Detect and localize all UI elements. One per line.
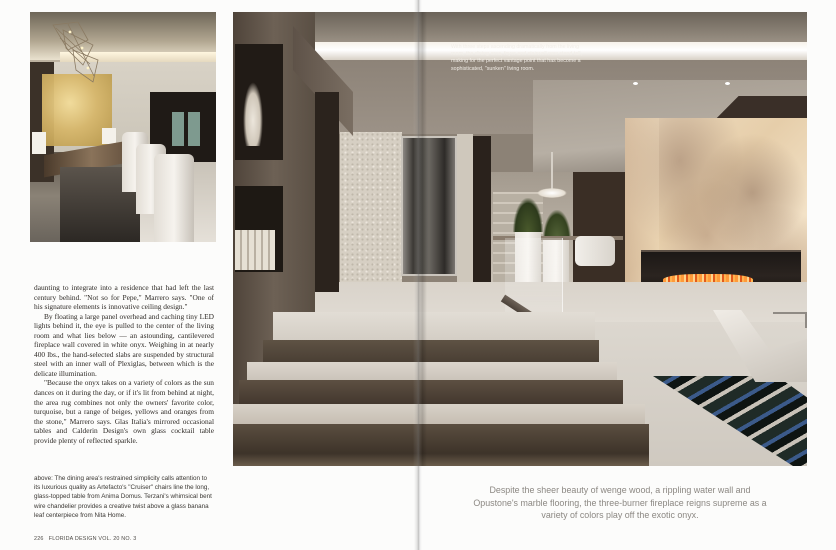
photo-step-tread — [233, 404, 645, 424]
photo-window — [188, 112, 200, 146]
caption-lead: above: — [34, 475, 53, 482]
photo-pendant-light — [537, 188, 567, 198]
article-paragraph: daunting to integrate into a residence that had left the last century behind. "Not so for Pepe," Marrero says. "One of his signature elements is innovative ceiling design." — [34, 283, 214, 312]
page-number: 226 — [34, 536, 44, 542]
article-paragraph: "Because the onyx takes on a variety of colors as the sun dances on it during the day, or if it's lit from behind at night, the area rug combines not only the owners' favorite color, turquoise, but a range of beiges, yellows and oranges from the stone," Marrero says. Glas Italia's mirrored occasional tables and Calderin Design's own glass cocktail table provide plenty of reflected sparkle. — [34, 378, 214, 445]
photo-side-table — [773, 312, 807, 328]
photo-caption — [34, 474, 214, 520]
article-body — [34, 283, 214, 445]
photo-lamp — [32, 132, 46, 154]
photo-step-riser — [233, 424, 649, 466]
photo-plant — [513, 198, 543, 232]
photo-lamp — [102, 128, 116, 144]
photo-step-tread — [273, 312, 595, 340]
photo-stone-wall — [340, 132, 402, 282]
chandelier-icon — [48, 20, 108, 90]
photo-dark-column — [315, 92, 339, 292]
photo-downlight — [633, 82, 638, 85]
photo-wenge-pillar — [473, 136, 491, 286]
living-room-photo — [233, 12, 807, 466]
photo-stone-wall — [457, 134, 473, 284]
photo-water-wall — [401, 136, 457, 276]
photo-bar-stools — [575, 236, 615, 266]
photo-overlay-caption: With three steps ascending dramatically from the living room, the dining area, foyer and stairwell now stand tall, making for the perfect vantage point that has become a sophisticated, "sunken" living room. — [451, 44, 583, 72]
photo-pendant-cord — [551, 152, 553, 192]
photo-step-riser — [239, 380, 623, 404]
photo-coral-sculpture — [243, 82, 263, 146]
caption-text: The dining area's restrained simplicity calls attention to its luxurious quality as Artefacto's "Cruiser" chairs line the long, glass-topped table from Anima Domus. Terzani's whimsical bent wire chandelier provides a creative twist above a glass banana leaf centerpiece from Nita Home. — [34, 475, 212, 519]
article-paragraph: By floating a large panel overhead and caching tiny LED lights behind it, the eye is pulled to the center of the living room and what lies below — an astounding, cantilevered fireplace wall covered in white onyx. Weighing in at nearly 400 lbs., the hand-selected slabs are suspended by structural steel with an inner wall of Plexiglas, between which is the delicate illumination. — [34, 311, 214, 378]
page-folio — [34, 536, 136, 542]
photo-window — [172, 112, 184, 146]
publication-name: FLORIDA DESIGN VOL. 20 NO. 3 — [48, 536, 137, 542]
pull-quote: Despite the sheer beauty of wenge wood, a rippling water wall and Opustone's marble flooring, the three-burner fireplace reigns supreme as a variety of colors play off the exotic onyx. — [473, 485, 767, 521]
photo-step-riser — [263, 340, 599, 362]
photo-books — [235, 230, 275, 270]
photo-chair — [154, 154, 194, 242]
photo-step-tread — [247, 362, 617, 380]
dining-room-photo — [30, 12, 216, 242]
photo-downlight — [725, 82, 730, 85]
page-gutter — [414, 0, 422, 550]
